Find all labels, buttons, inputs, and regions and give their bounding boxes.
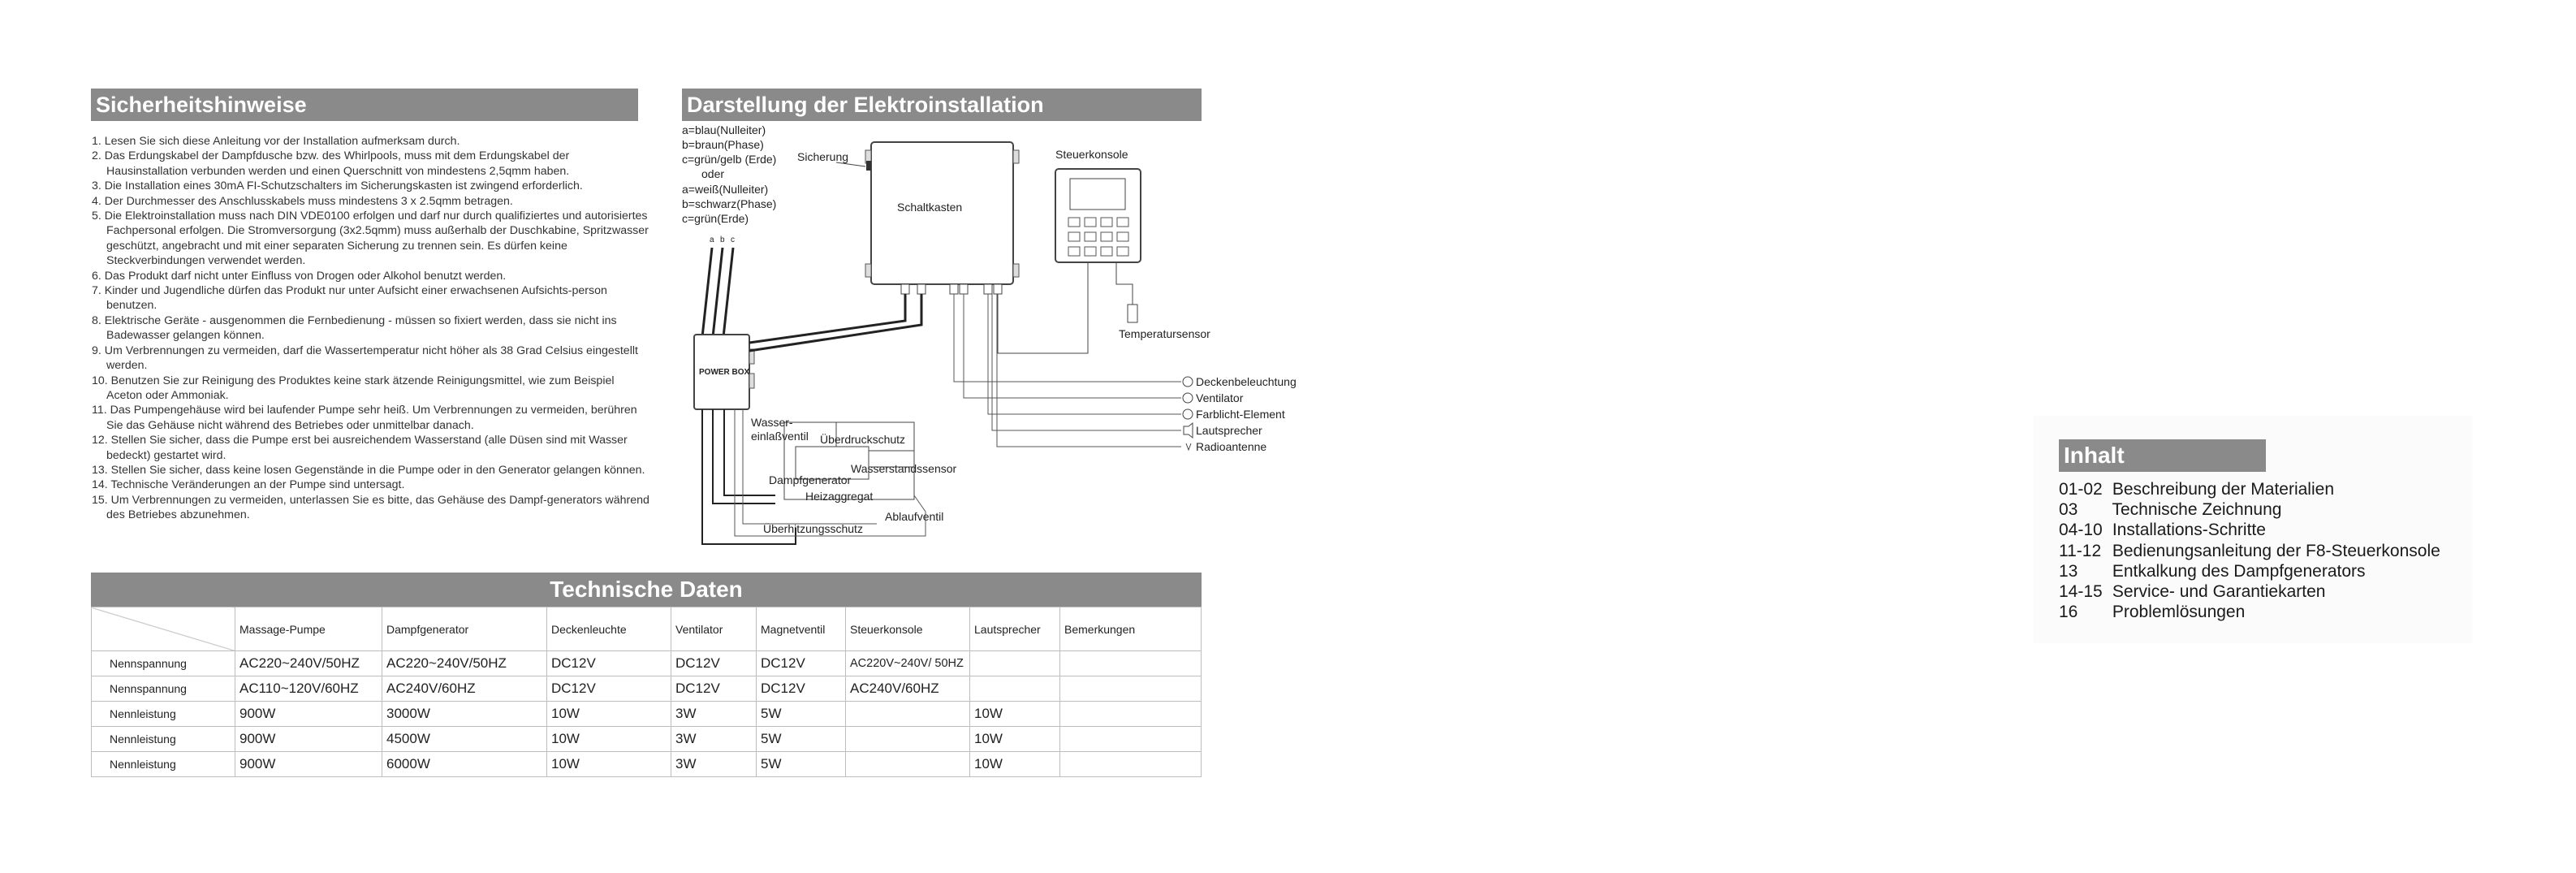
table-cell — [846, 752, 970, 777]
toc-text: Beschreibung der Materialien — [2112, 480, 2334, 499]
antenna-icon — [1186, 443, 1191, 450]
table-cell: 3W — [671, 752, 757, 777]
table-cell — [1060, 676, 1202, 702]
table-cell: AC220~240V/50HZ — [235, 651, 382, 676]
svg-text:Wasserstandssensor: Wasserstandssensor — [851, 462, 957, 475]
table-row — [92, 727, 1202, 752]
table-cell: 10W — [970, 702, 1060, 727]
svg-text:Wasser-: Wasser- — [751, 416, 793, 429]
table-cell: 3W — [671, 727, 757, 752]
control-box — [865, 142, 1019, 284]
toc-text: Bedienungsanleitung der F8-Steuerkonsole — [2112, 541, 2440, 560]
table-cell — [1060, 702, 1202, 727]
toc-item — [2059, 581, 2440, 602]
table-cell: DC12V — [671, 676, 757, 702]
table-cell: 5W — [757, 727, 846, 752]
table-cell: AC240V/60HZ — [846, 676, 970, 702]
svg-text:Ablaufventil: Ablaufventil — [885, 510, 944, 523]
output-label: Lautsprecher — [1196, 424, 1262, 437]
toc-item — [2059, 541, 2440, 561]
svg-text:Überhitzungsschutz: Überhitzungsschutz — [763, 522, 863, 535]
list-item: 12. Stellen Sie sicher, dass die Pumpe erst bei ausreichendem Wasserstand (alle Düsen sind mit Wasser bedeckt) gestartet wird. — [92, 434, 628, 462]
table-cell — [846, 702, 970, 727]
table-cell — [846, 727, 970, 752]
list-item: 4. Der Durchmesser des Anschlusskabels muss mindestens 3 x 2.5qmm betragen. — [92, 194, 513, 208]
table-cell: 5W — [757, 702, 846, 727]
legend-line: b=schwarz(Phase) — [682, 197, 777, 210]
tech-heading: Technische Daten — [91, 573, 1202, 607]
table-cell: AC220~240V/50HZ — [382, 651, 547, 676]
list-item: 15. Um Verbrennungen zu vermeiden, unterlassen Sie es bitte, das Gehäuse des Dampf-generators während des Betriebes abzunehmen. — [92, 493, 649, 522]
table-cell — [970, 651, 1060, 676]
output-label: Radioantenne — [1196, 440, 1267, 453]
toc-item — [2059, 520, 2440, 540]
toc-text: Problemlösungen — [2112, 603, 2246, 622]
table-row — [92, 676, 1202, 702]
toc-page: 04-10 — [2059, 521, 2103, 540]
output-list — [1183, 375, 1297, 453]
legend-line: c=grün/gelb (Erde) — [682, 153, 777, 166]
table-cell: 3000W — [382, 702, 547, 727]
header-cell: Bemerkungen — [1060, 607, 1202, 651]
fan-icon — [1183, 393, 1193, 403]
wiring-diagram — [674, 122, 1297, 564]
list-item: 13. Stellen Sie sicher, dass keine losen Gegenstände in die Pumpe oder in den Generator gelangen können. — [92, 463, 645, 477]
toc-page: 13 — [2059, 561, 2078, 581]
table-cell: AC110~120V/60HZ — [235, 676, 382, 702]
list-item: 11. Das Pumpengehäuse wird bei laufender Pumpe sehr heiß. Um Verbrennungen zu vermeiden, berühren Sie das Gehäuse nicht während des Betriebes oder unmittelbar danach. — [92, 404, 637, 432]
table-cell — [1060, 651, 1202, 676]
legend-line: b=braun(Phase) — [682, 138, 764, 151]
svg-text:b: b — [720, 236, 725, 244]
header-cell: Steuerkonsole — [846, 607, 970, 651]
svg-text:a: a — [710, 236, 714, 244]
table-cell — [1060, 727, 1202, 752]
toc-page: 16 — [2059, 603, 2078, 622]
svg-text:Schaltkasten: Schaltkasten — [897, 201, 963, 214]
row-label: Nennspannung — [92, 651, 235, 676]
safety-list — [92, 134, 652, 523]
table-cell: 10W — [547, 702, 671, 727]
safety-heading: Sicherheitshinweise — [91, 89, 638, 121]
svg-text:Heizaggregat: Heizaggregat — [805, 490, 874, 503]
list-item: 5. Die Elektroinstallation muss nach DIN VDE0100 erfolgen und darf nur durch qualifiziertes und autorisiertes Fachpersonal erfolgen. Die Stromversorgung (3x2.5qmm) muss außerhalb der Duschkabine, Spritzwasser geschützt, angebracht und mit einer separaten Sicherung zu trennen sein. Es dürfen keine Steckverbindungen verwendet werden. — [92, 210, 649, 268]
table-cell: DC12V — [757, 651, 846, 676]
table-cell: 4500W — [382, 727, 547, 752]
table-cell: DC12V — [547, 651, 671, 676]
temp-sensor — [1116, 262, 1210, 340]
toc-text: Service- und Garantiekarten — [2112, 582, 2326, 602]
table-cell: 3W — [671, 702, 757, 727]
table-row — [92, 702, 1202, 727]
table-cell: 10W — [547, 752, 671, 777]
table-cell: 900W — [235, 752, 382, 777]
header-cell: Magnetventil — [757, 607, 846, 651]
table-header-row — [92, 607, 1202, 651]
list-item: 8. Elektrische Geräte - ausgenommen die Fernbedienung - müssen so fixiert werden, dass sie nicht ins Badewasser gelangen können. — [92, 313, 617, 343]
table-cell: AC240V/60HZ — [382, 676, 547, 702]
toc-item — [2059, 561, 2440, 581]
list-item: 9. Um Verbrennungen zu vermeiden, darf die Wassertemperatur nicht höher als 38 Grad Celsius eingestellt werden. — [92, 344, 638, 373]
electrical-heading: Darstellung der Elektroinstallation — [682, 89, 1202, 121]
legend-line: a=blau(Nulleiter) — [682, 123, 766, 136]
list-item: 2. Das Erdungskabel der Dampfdusche bzw. des Whirlpools, muss mit dem Erdungskabel der Hausinstallation verbunden werden und einen Querschnitt von mindestens 2,5qmm haben. — [92, 149, 570, 178]
table-cell: 5W — [757, 752, 846, 777]
svg-text:einlaßventil: einlaßventil — [751, 430, 809, 443]
table-cell — [1060, 752, 1202, 777]
header-corner — [92, 607, 235, 651]
legend-line: a=weiß(Nulleiter) — [682, 183, 769, 196]
table-cell — [970, 676, 1060, 702]
svg-text:POWER BOX: POWER BOX — [699, 368, 750, 377]
svg-text:Überdruckschutz: Überdruckschutz — [820, 433, 906, 446]
toc-page: 01-02 — [2059, 480, 2103, 499]
header-cell: Deckenleuchte — [547, 607, 671, 651]
list-item: 6. Das Produkt darf nicht unter Einfluss von Drogen oder Alkohol benutzt werden. — [92, 269, 507, 283]
output-label: Ventilator — [1196, 391, 1244, 404]
toc-item — [2059, 602, 2440, 622]
speaker-icon — [1184, 423, 1193, 438]
row-label: Nennspannung — [92, 676, 235, 702]
toc-text: Technische Zeichnung — [2112, 500, 2282, 520]
output-label: Farblicht-Element — [1196, 408, 1285, 421]
table-cell: 10W — [970, 727, 1060, 752]
table-cell: AC220V~240V/ 50HZ — [846, 651, 970, 676]
toc-heading: Inhalt — [2059, 439, 2266, 472]
table-row — [92, 752, 1202, 777]
svg-text:Temperatursensor: Temperatursensor — [1119, 327, 1210, 340]
table-row — [92, 651, 1202, 676]
colorlight-icon — [1183, 409, 1193, 419]
toc-item — [2059, 499, 2440, 520]
list-item: 14. Technische Veränderungen an der Pumpe sind untersagt. — [92, 478, 405, 492]
list-item: 1. Lesen Sie sich diese Anleitung vor der Installation aufmerksam durch. — [92, 135, 460, 148]
table-cell: DC12V — [757, 676, 846, 702]
light-icon — [1183, 377, 1193, 387]
toc-text: Installations-Schritte — [2112, 521, 2266, 540]
header-cell: Dampfgenerator — [382, 607, 547, 651]
list-item: 7. Kinder und Jugendliche dürfen das Produkt nur unter Aufsicht einer erwachsenen Aufsichts-person benutzen. — [92, 284, 607, 313]
header-cell: Ventilator — [671, 607, 757, 651]
svg-text:c: c — [731, 236, 735, 244]
table-cell: 10W — [970, 752, 1060, 777]
header-cell: Massage-Pumpe — [235, 607, 382, 651]
toc-item — [2059, 479, 2440, 499]
table-cell: DC12V — [671, 651, 757, 676]
mains-cable — [702, 236, 735, 337]
table-cell: DC12V — [547, 676, 671, 702]
toc-page: 14-15 — [2059, 582, 2103, 602]
svg-text:Dampfgenerator: Dampfgenerator — [769, 473, 852, 486]
table-cell: 10W — [547, 727, 671, 752]
control-console — [1055, 148, 1141, 262]
row-label: Nennleistung — [92, 702, 235, 727]
row-label: Nennleistung — [92, 727, 235, 752]
header-cell: Lautsprecher — [970, 607, 1060, 651]
row-label: Nennleistung — [92, 752, 235, 777]
svg-text:Steuerkonsole: Steuerkonsole — [1055, 148, 1128, 161]
fuse-label: Sicherung — [797, 150, 849, 163]
toc-list — [2059, 479, 2440, 622]
toc-page: 03 — [2059, 500, 2078, 520]
table-cell: 900W — [235, 727, 382, 752]
list-item: 10. Benutzen Sie zur Reinigung des Produktes keine stark ätzende Reinigungsmittel, wie zum Beispiel Aceton oder Ammoniak. — [92, 374, 615, 402]
tech-table — [91, 607, 1202, 777]
toc-text: Entkalkung des Dampfgenerators — [2112, 561, 2366, 581]
list-item: 3. Die Installation eines 30mA FI-Schutzschalters im Sicherungskasten ist zwingend erforderlich. — [92, 179, 583, 193]
legend-line: c=grün(Erde) — [682, 212, 749, 225]
toc-page: 11-12 — [2059, 541, 2102, 560]
legend-line: oder — [701, 167, 725, 180]
table-cell: 6000W — [382, 752, 547, 777]
table-cell: 900W — [235, 702, 382, 727]
power-box — [694, 335, 754, 409]
output-label: Deckenbeleuchtung — [1196, 375, 1297, 388]
